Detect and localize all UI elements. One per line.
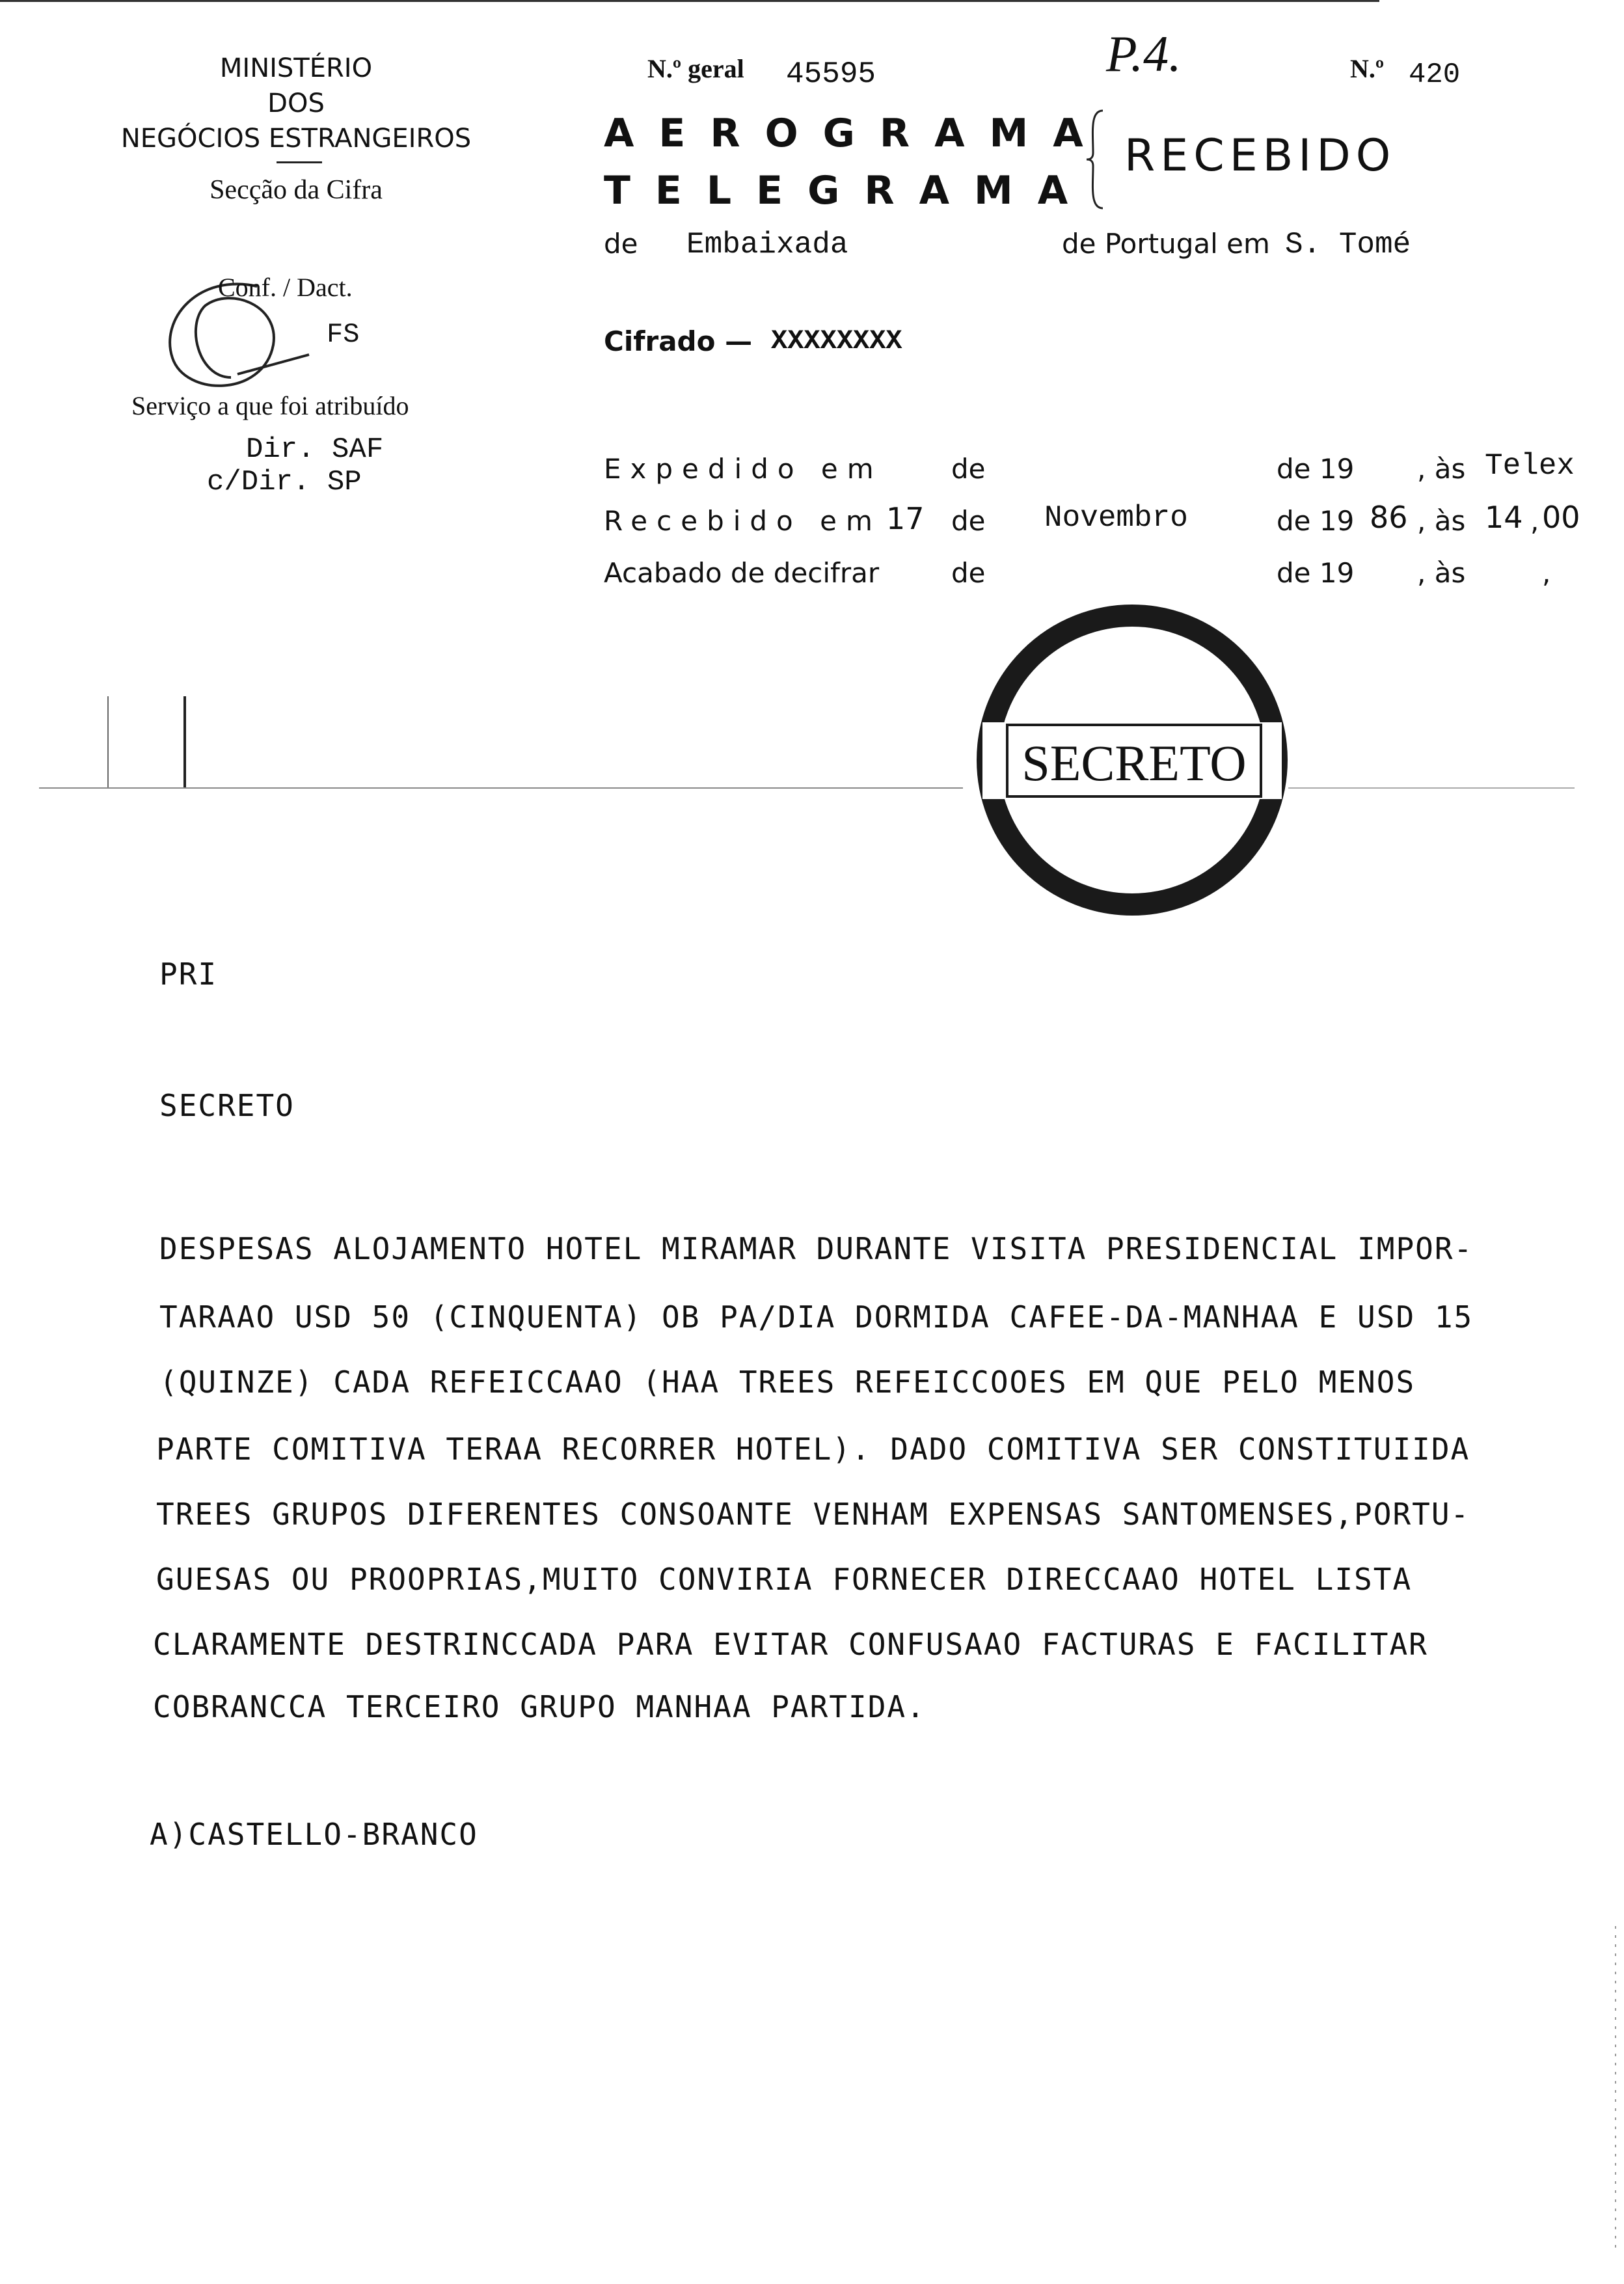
message-line: GUESAS OU PROOPRIAS,MUITO CONVIRIA FORNECER DIRECCAAO HOTEL LISTA <box>156 1562 1413 1597</box>
recebido-time-comma: , <box>1530 505 1539 537</box>
conf-dact-label: Conf. / Dact. <box>218 273 353 302</box>
number-label: N.º <box>1350 54 1385 83</box>
recebido-de: de <box>951 505 986 537</box>
ministry-line-2: DOS <box>267 88 325 118</box>
acabado-label: Acabado de decifrar <box>604 557 880 589</box>
ministry-divider <box>277 161 322 163</box>
message-line: CLARAMENTE DESTRINCCADA PARA EVITAR CONFUSAAO FACTURAS E FACILITAR <box>153 1627 1428 1662</box>
recebido-time-label: , às <box>1417 505 1466 537</box>
recebido-minutes: 00 <box>1542 500 1580 535</box>
separator-line-right <box>1288 787 1575 789</box>
top-border <box>0 0 1379 2</box>
section-label: Secção da Cifra <box>210 175 383 205</box>
expedido-year-label: de 19 <box>1277 453 1355 485</box>
secreto-stamp-text: SECRETO <box>1022 735 1247 791</box>
classification: SECRETO <box>159 1088 295 1123</box>
conf-dact-value: FS <box>327 319 360 350</box>
recebido-hour: 14 <box>1485 500 1523 535</box>
de-label: de <box>604 228 638 260</box>
cifrado-label: Cifrado — <box>604 325 753 357</box>
number-value: 420 <box>1409 59 1461 91</box>
ministry-line-1: MINISTÉRIO <box>219 53 373 83</box>
message-line: DESPESAS ALOJAMENTO HOTEL MIRAMAR DURANTE VISITA PRESIDENCIAL IMPOR- <box>159 1231 1474 1266</box>
priority: PRI <box>159 957 218 992</box>
message-line: PARTE COMITIVA TERAA RECORRER HOTEL). DADO COMITIVA SER CONSTITUIIDA <box>156 1432 1470 1467</box>
servico-label: Serviço a que foi atribuído <box>131 391 409 420</box>
expedido-label: Expedido em <box>604 453 883 485</box>
margin-mark-left <box>107 696 109 787</box>
acabado-time-comma: , <box>1542 557 1551 589</box>
message-line: (QUINZE) CADA REFEICCAAO (HAA TREES REFEICCOOES EM QUE PELO MENOS <box>159 1365 1416 1400</box>
servico-line-1: Dir. SAF <box>246 433 384 466</box>
secreto-stamp <box>969 597 1295 923</box>
recebido-month: Novembro <box>1044 501 1188 535</box>
recebido-day: 17 <box>886 501 925 536</box>
portugal-label: de Portugal em <box>1062 228 1270 260</box>
recebido-year: 86 <box>1370 500 1408 535</box>
signature: A)CASTELLO-BRANCO <box>150 1817 478 1852</box>
servico-line-2: c/Dir. SP <box>207 466 362 498</box>
de-value: Embaixada <box>686 228 848 262</box>
expedido-via: Telex <box>1485 449 1575 483</box>
message-line: COBRANCCA TERCEIRO GRUPO MANHAA PARTIDA. <box>153 1689 926 1724</box>
recebido-label: Recebido em <box>604 505 882 537</box>
acabado-de: de <box>951 557 986 589</box>
geral-label: N.º geral <box>647 54 744 83</box>
cifrado-struck-text: XXXXXXXX <box>771 325 902 357</box>
margin-mark-right <box>183 696 186 787</box>
title-brace <box>1083 107 1109 211</box>
geral-value: 45595 <box>786 57 876 91</box>
expedido-time-label: , às <box>1417 453 1466 485</box>
handwritten-note: P.4. <box>1106 25 1182 82</box>
separator-line <box>39 787 963 789</box>
ministry-line-3: NEGÓCIOS ESTRANGEIROS <box>120 124 472 154</box>
title-telegrama: TELEGRAMA <box>604 168 1093 213</box>
portugal-value: S. Tomé <box>1285 228 1411 262</box>
acabado-time-label: , às <box>1417 557 1466 589</box>
recebido-year-label: de 19 <box>1277 505 1355 537</box>
message-line: TREES GRUPOS DIFERENTES CONSOANTE VENHAM EXPENSAS SANTOMENSES,PORTU- <box>156 1497 1470 1532</box>
title-aerograma: AEROGRAMA <box>604 111 1108 156</box>
recebido-title: RECEBIDO <box>1124 130 1396 182</box>
message-line: TARAAO USD 50 (CINQUENTA) OB PA/DIA DORMIDA CAFEE-DA-MANHAA E USD 15 <box>159 1299 1474 1335</box>
acabado-year-label: de 19 <box>1277 557 1355 589</box>
scan-edge-dots <box>1615 1926 1616 2251</box>
expedido-de: de <box>951 453 986 485</box>
